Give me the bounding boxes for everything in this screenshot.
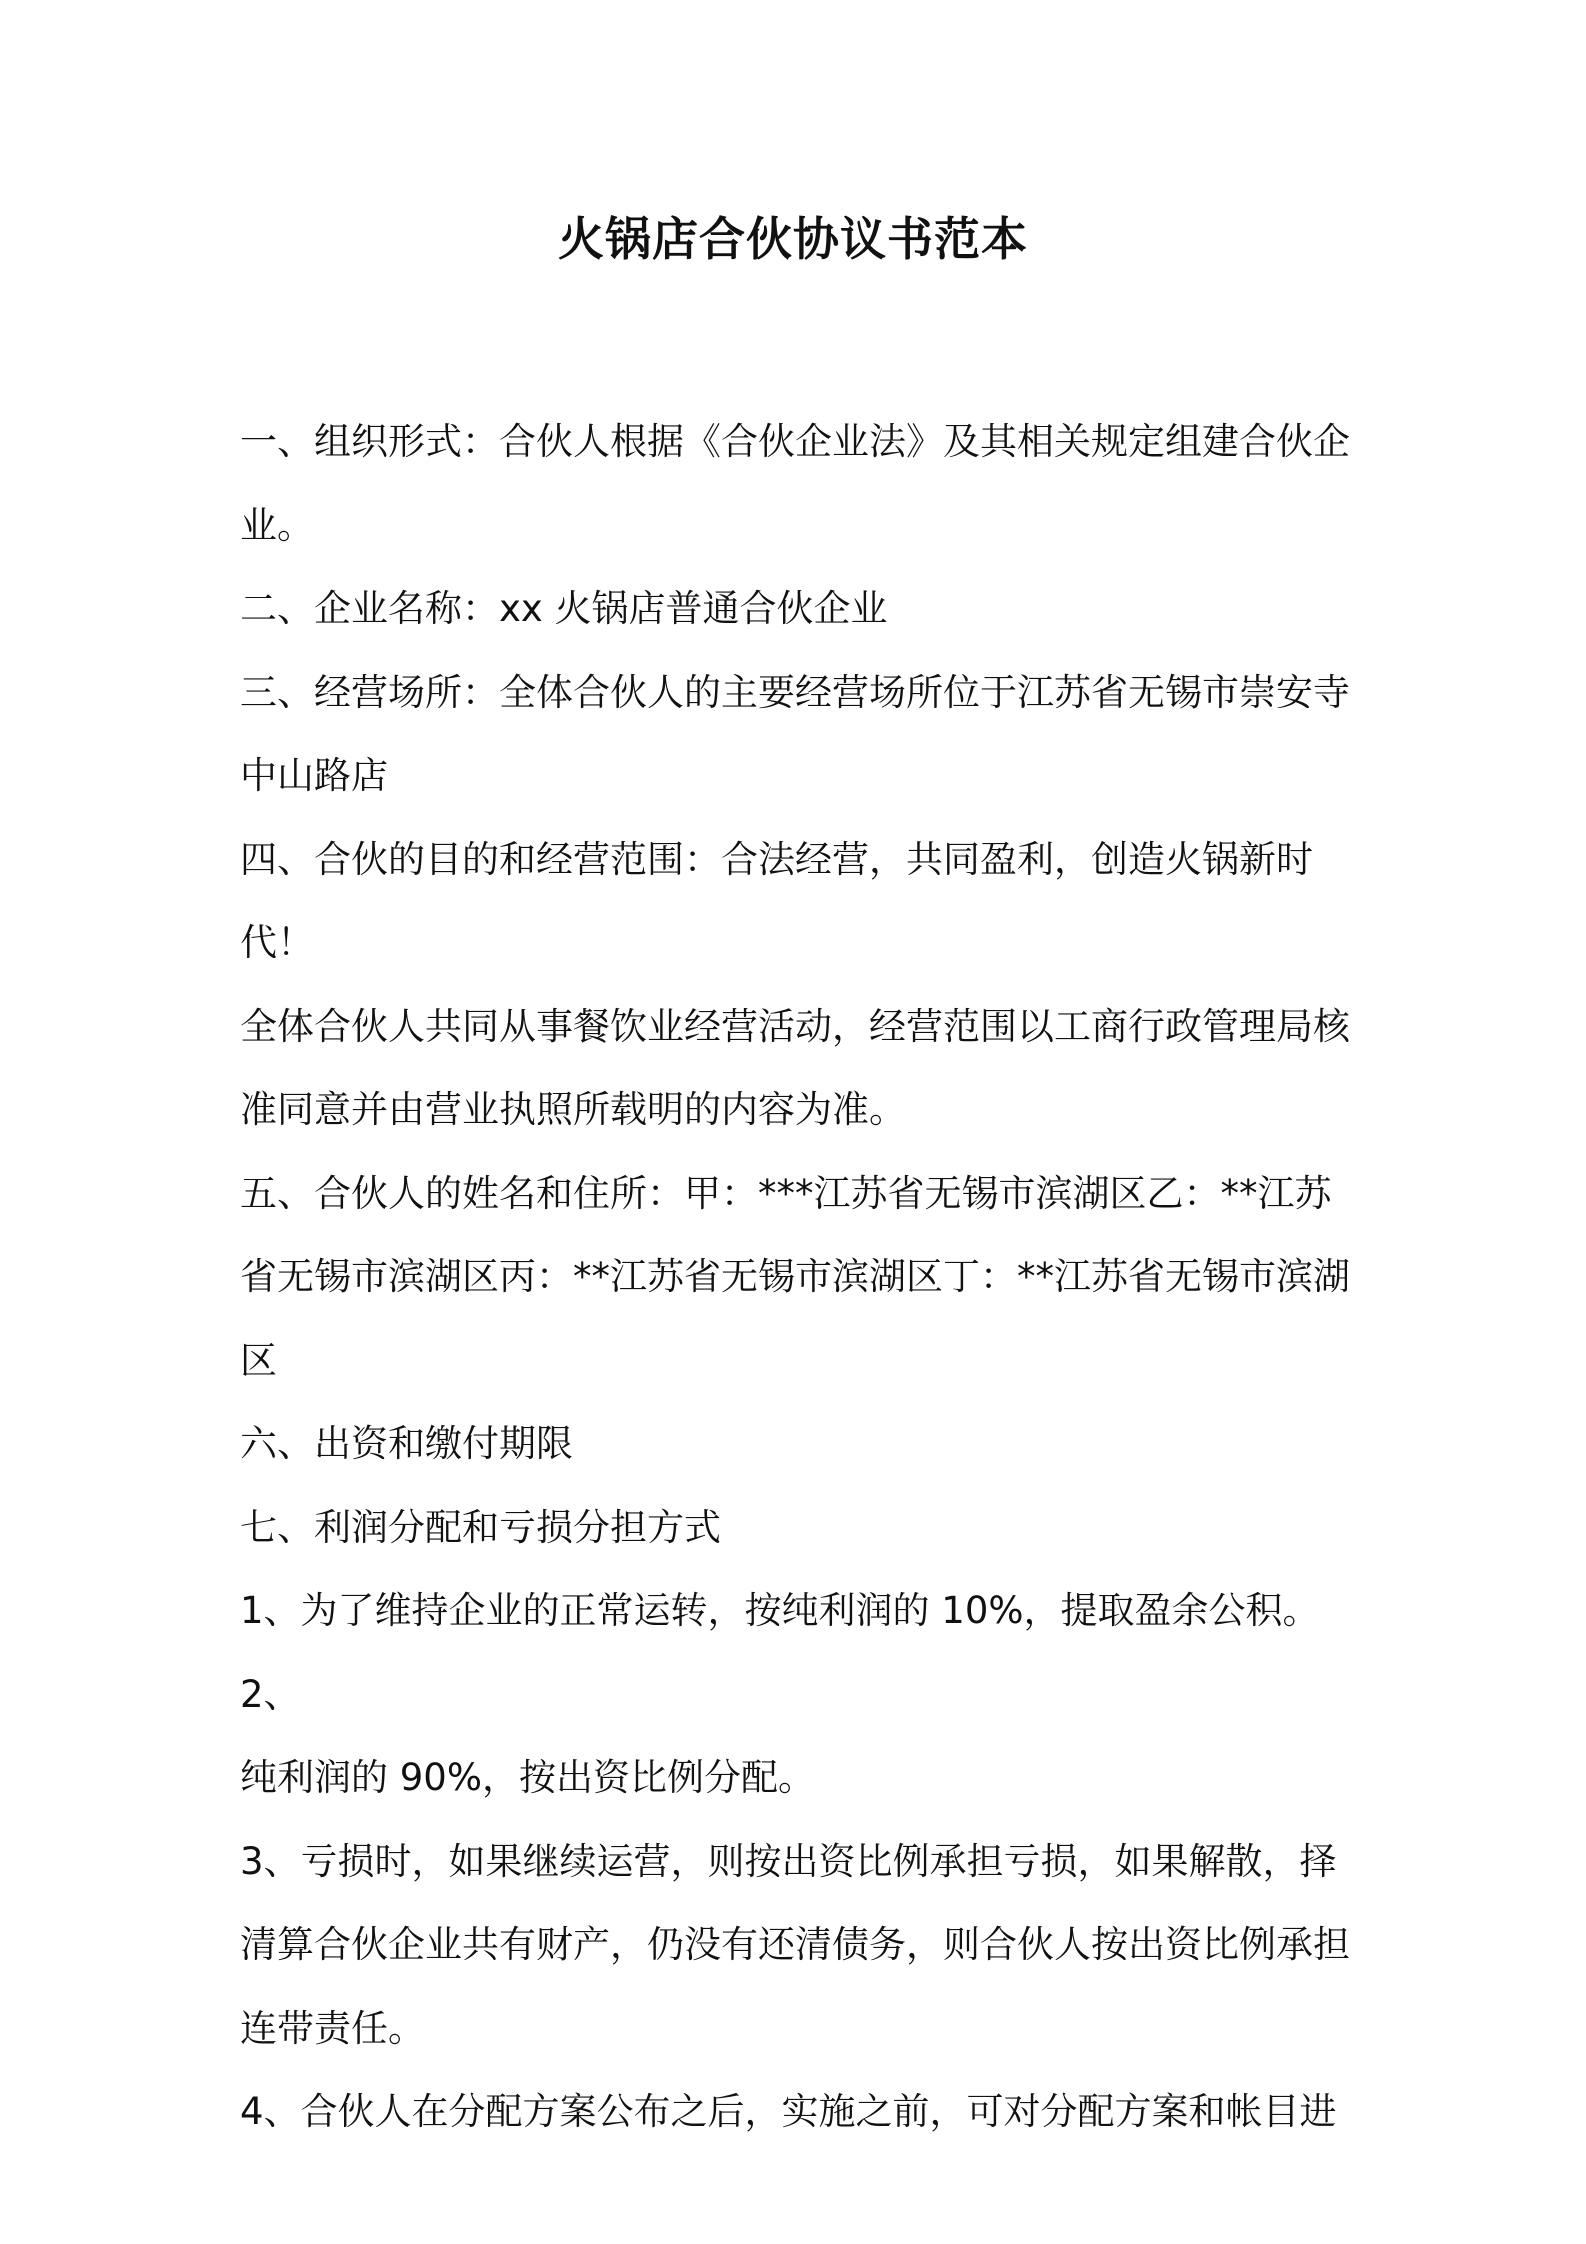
- text-line: 中山路店: [240, 754, 388, 797]
- text-line: 省无锡市滨湖区丙：**江苏省无锡市滨湖区丁：**江苏省无锡市滨湖: [240, 1255, 1350, 1298]
- document-title: 火锅店合伙协议书范本: [558, 212, 1028, 266]
- text-line: 七、利润分配和亏损分担方式: [240, 1505, 721, 1549]
- text-line: 纯利润的 90%，按出资比例分配。: [240, 1756, 815, 1799]
- text-line: 4、合伙人在分配方案公布之后，实施之前，可对分配方案和帐目进: [240, 2090, 1337, 2133]
- text-line: 四、合伙的目的和经营范围：合法经营，共同盈利，创造火锅新时代！: [240, 837, 1313, 964]
- text-line: 区: [240, 1338, 277, 1382]
- text-line: 二、企业名称：xx 火锅店普通合伙企业: [240, 587, 888, 630]
- text-line: 全体合伙人共同从事餐饮业经营活动，经营范围以工商行政管理局核: [240, 1004, 1350, 1048]
- document-body: [240, 400, 1360, 2154]
- text-line: 五、合伙人的姓名和住所：甲：***江苏省无锡市滨湖区乙：**江苏: [240, 1171, 1332, 1215]
- text-line: 六、出资和缴付期限: [240, 1422, 573, 1465]
- text-line: 清算合伙企业共有财产，仍没有还清债务，则合伙人按出资比例承担: [240, 1923, 1350, 1966]
- text-line: 业。: [240, 503, 314, 547]
- text-line: 3、亏损时，如果继续运营，则按出资比例承担亏损，如果解散，择: [240, 1839, 1337, 1883]
- text-line: 一、组织形式：合伙人根据《合伙企业法》及其相关规定组建合伙企: [240, 420, 1350, 463]
- text-line: 连带责任。: [240, 2006, 425, 2050]
- text-line: 准同意并由营业执照所载明的内容为准。: [240, 1088, 906, 1131]
- text-line: 三、经营场所：全体合伙人的主要经营场所位于江苏省无锡市崇安寺: [240, 670, 1350, 714]
- text-line: 1、为了维持企业的正常运转，按纯利润的 10%，提取盈余公积。2、: [240, 1589, 1320, 1716]
